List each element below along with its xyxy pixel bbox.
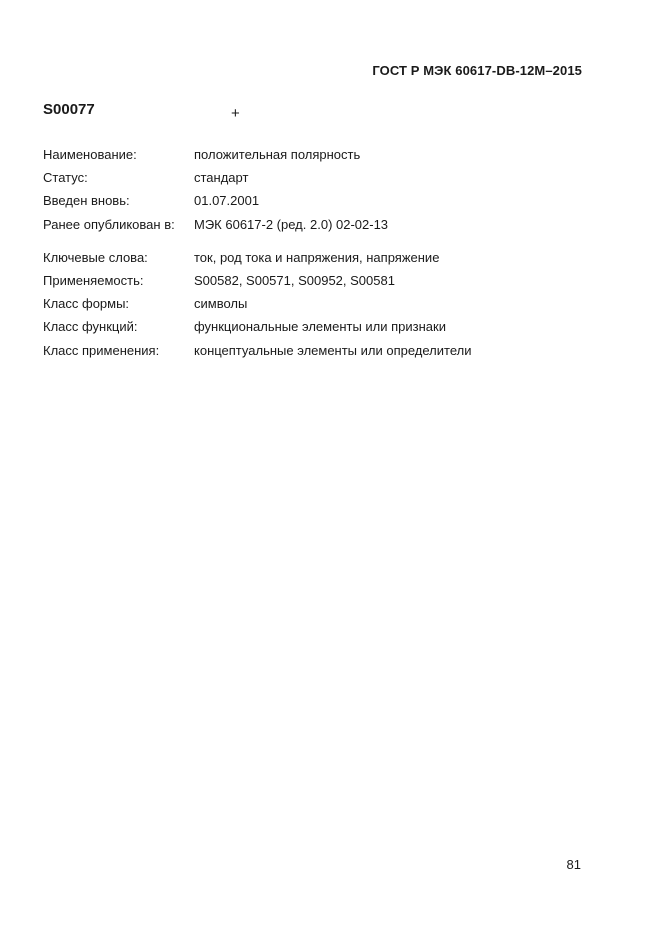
field-value: ток, род тока и напряжения, напряжение [194, 249, 440, 265]
field-label: Ранее опубликован в: [43, 216, 175, 232]
plus-symbol-graphic: + [231, 105, 240, 122]
field-label: Применяемость: [43, 272, 144, 288]
field-value: S00582, S00571, S00952, S00581 [194, 272, 395, 288]
field-label: Статус: [43, 170, 88, 186]
field-label: Введен вновь: [43, 193, 130, 209]
standard-header: ГОСТ Р МЭК 60617-DB-12M–2015 [372, 63, 582, 78]
field-value: символы [194, 296, 248, 312]
field-value: концептуальные элементы или определители [194, 342, 472, 358]
field-label: Ключевые слова: [43, 249, 148, 265]
field-label: Класс формы: [43, 296, 130, 312]
field-value: функциональные элементы или признаки [194, 319, 446, 335]
field-value: стандарт [194, 170, 249, 186]
field-value: МЭК 60617-2 (ред. 2.0) 02-02-13 [194, 216, 389, 232]
field-label: Наименование: [43, 147, 137, 162]
page-number: 81 [566, 857, 581, 872]
symbol-code: S00077 [43, 101, 95, 118]
field-value: 01.07.2001 [194, 193, 260, 209]
field-label: Класс применения: [43, 342, 160, 358]
field-value: положительная полярность [194, 147, 361, 162]
field-label: Класс функций: [43, 319, 138, 335]
